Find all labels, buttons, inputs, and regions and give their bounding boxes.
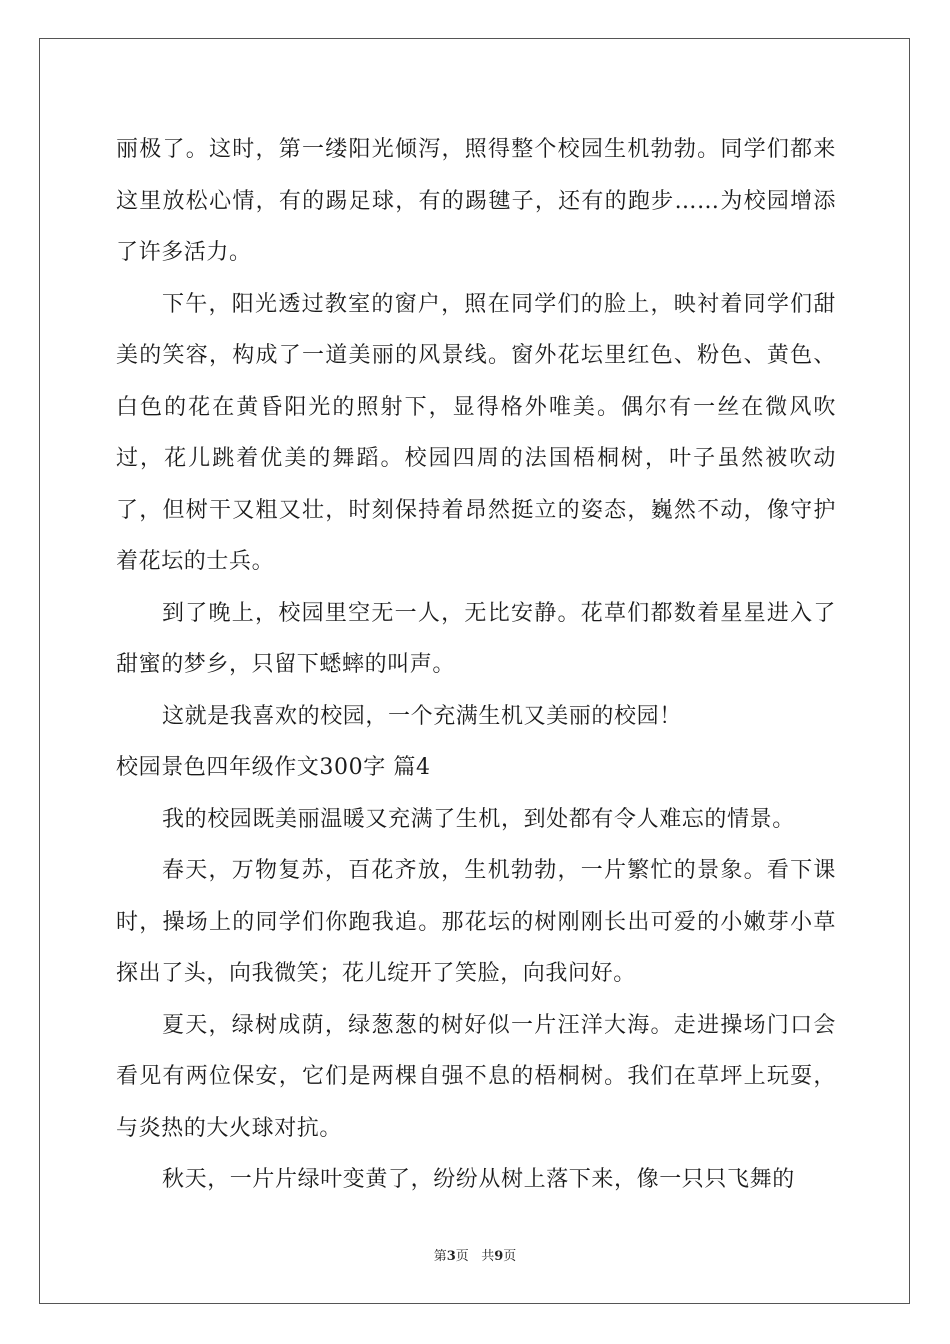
footer-middle: 页 共 [455, 1249, 495, 1264]
total-page-number: 9 [494, 1249, 504, 1264]
paragraph: 到了晚上，校园里空无一人，无比安静。花草们都数着星星进入了甜蜜的梦乡，只留下蟋蟀的叫声。 [116, 600, 836, 677]
paragraph: 丽极了。这时，第一缕阳光倾泻，照得整个校园生机勃勃。同学们都来这里放松心情，有的踢足球，有的踢毽子，还有的跑步……为校园增添了许多活力。 [116, 137, 836, 265]
current-page-number: 3 [446, 1249, 456, 1264]
paragraph: 我的校园既美丽温暖又充满了生机，到处都有令人难忘的情景。 [162, 806, 795, 832]
paragraph: 春天，万物复苏，百花齐放，生机勃勃，一片繁忙的景象。看下课时，操场上的同学们你跑我追。那花坛的树刚刚长出可爱的小嫩芽小草探出了头，向我微笑；花儿绽开了笑脸，向我问好。 [116, 858, 836, 986]
paragraph: 下午，阳光透过教室的窗户，照在同学们的脸上，映衬着同学们甜美的笑容，构成了一道美丽的风景线。窗外花坛里红色、粉色、黄色、白色的花在黄昏阳光的照射下，显得格外唯美。偶尔有一丝在微风吹过，花儿跳着优美的舞蹈。校园四周的法国梧桐树，叶子虽然被吹动了，但树干又粗又壮，时刻保持着昂然挺立的姿态，巍然不动，像守护着花坛的士兵。 [116, 291, 836, 574]
document-body [116, 124, 836, 1206]
paragraph: 秋天，一片片绿叶变黄了，纷纷从树上落下来，像一只只飞舞的 [162, 1167, 795, 1192]
page-footer [0, 1245, 950, 1264]
footer-suffix: 页 [503, 1249, 517, 1264]
section-heading: 校园景色四年级作文300字 篇4 [116, 755, 431, 780]
footer-prefix: 第 [433, 1249, 447, 1264]
paragraph: 这就是我喜欢的校园，一个充满生机又美丽的校园！ [162, 703, 682, 729]
paragraph: 夏天，绿树成荫，绿葱葱的树好似一片汪洋大海。走进操场门口会看见有两位保安，它们是两棵自强不息的梧桐树。我们在草坪上玩耍，与炎热的大火球对抗。 [116, 1012, 836, 1141]
